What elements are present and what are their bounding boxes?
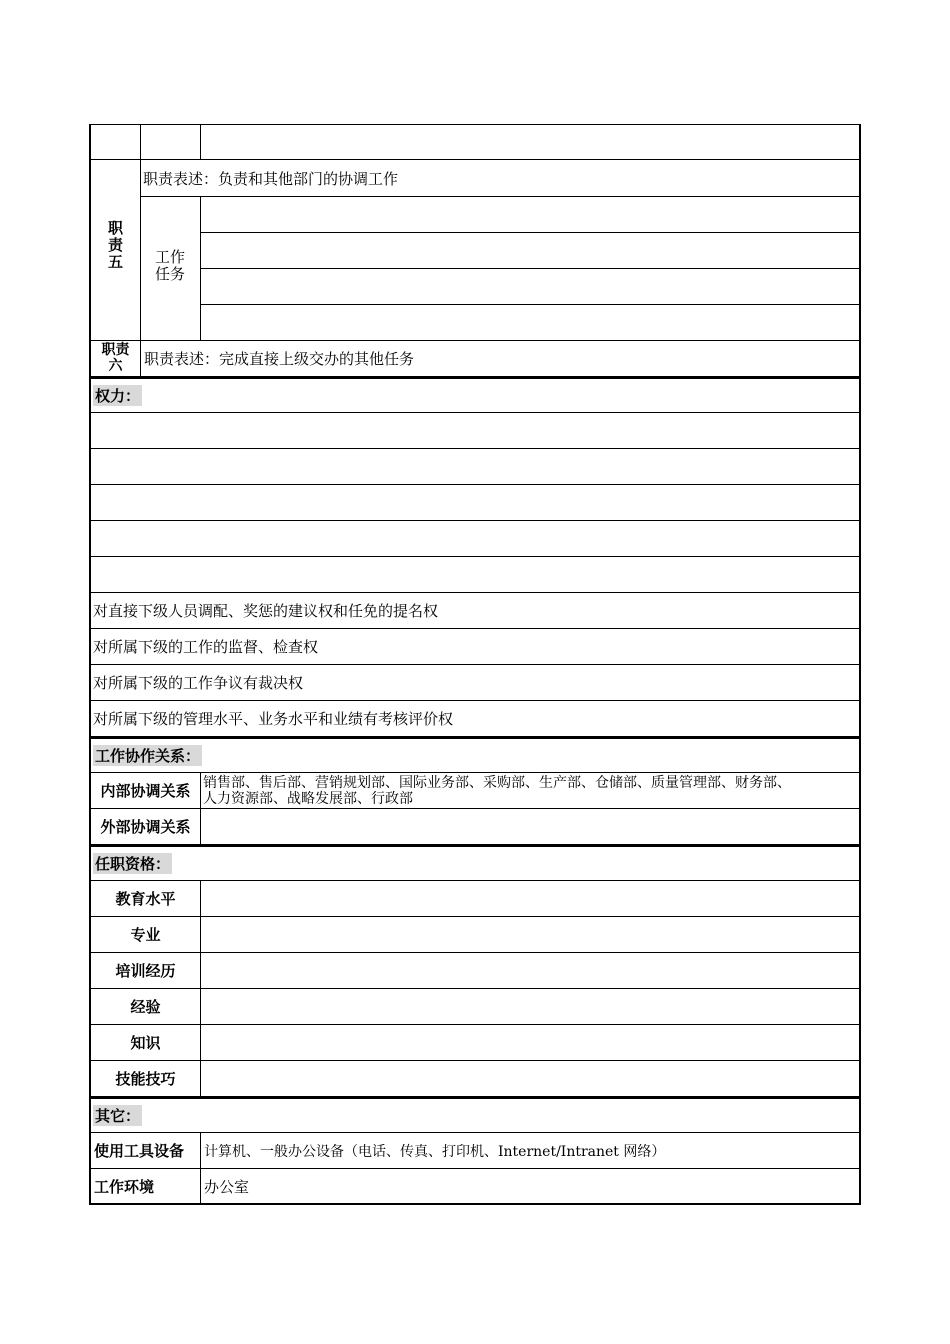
duty-6-label: [91, 342, 140, 374]
qualification-label: 经验: [130, 998, 161, 1016]
duty-6-label-line1: 职责: [101, 342, 130, 358]
job-description-sheet: [89, 124, 861, 1205]
authority-blank-row: [89, 413, 861, 449]
duty-6-row: [89, 341, 861, 377]
duty-5-label-line3: 五: [107, 253, 123, 271]
authority-blank-row: [89, 449, 861, 485]
environment-label: 工作环境: [94, 1177, 155, 1196]
qualification-row: [89, 953, 861, 989]
qualification-row: [89, 1061, 861, 1097]
authority-header-row: [89, 377, 861, 413]
authority-item-row: [89, 593, 861, 629]
qualification-label: 培训经历: [115, 962, 176, 980]
authority-item: 对直接下级人员调配、奖惩的建议权和任免的提名权: [93, 602, 439, 620]
tools-label: 使用工具设备: [94, 1142, 185, 1160]
qualification-label: 知识: [130, 1034, 161, 1052]
internal-coordination-line2: 人力资源部、战略发展部、行政部: [203, 791, 413, 807]
authority-item: 对所属下级的管理水平、业务水平和业绩有考核评价权: [93, 710, 454, 728]
authority-blank-row: [89, 521, 861, 557]
external-coordination-row: [89, 809, 861, 845]
qualification-row: [89, 989, 861, 1025]
internal-coordination-line1: 销售部、售后部、营销规划部、国际业务部、采购部、生产部、仓储部、质量管理部、财务部、: [203, 775, 791, 791]
qualification-label: 教育水平: [115, 890, 176, 908]
authority-item-row: [89, 701, 861, 737]
external-coordination-label: 外部协调关系: [100, 818, 191, 836]
authority-blank-row: [89, 485, 861, 521]
duty-5-label-line1: 职: [107, 219, 123, 237]
authority-header: 权力：: [95, 387, 141, 405]
tools-row: [89, 1133, 861, 1169]
authority-item: 对所属下级的工作争议有裁决权: [93, 674, 304, 692]
qualification-label: 技能技巧: [115, 1070, 176, 1088]
qualification-label: 专业: [130, 926, 161, 944]
qualifications-header-row: [89, 845, 861, 881]
authority-item-row: [89, 665, 861, 701]
authority-item: 对所属下级的工作的监督、检查权: [93, 638, 319, 656]
duty-5-block: [89, 160, 861, 341]
authority-item-row: [89, 629, 861, 665]
other-header-row: [89, 1097, 861, 1133]
duty-5-label: [91, 220, 140, 271]
qualifications-header: 任职资格：: [95, 855, 171, 873]
environment-value: 办公室: [204, 1177, 250, 1196]
duty-5-label-line2: 责: [107, 236, 123, 254]
qualification-row: [89, 1025, 861, 1061]
duty-5-description: 职责表述：负责和其他部门的协调工作: [143, 169, 399, 188]
tools-value: 计算机、一般办公设备（电话、传真、打印机、Internet/Intranet 网络）: [204, 1143, 666, 1160]
internal-coordination-value: [203, 775, 791, 807]
duty-6-description: 职责表述：完成直接上级交办的其他任务: [144, 350, 415, 368]
task-label-line1: 工作: [154, 248, 185, 266]
qualification-row: [89, 917, 861, 953]
authority-blank-row: [89, 557, 861, 593]
task-label: [140, 249, 200, 283]
blank-top-row: [89, 124, 861, 160]
cooperation-header-row: [89, 737, 861, 773]
qualification-row: [89, 881, 861, 917]
duty-6-label-line2: 六: [108, 358, 123, 374]
other-header: 其它：: [95, 1107, 141, 1125]
task-label-line2: 任务: [154, 265, 185, 283]
environment-row: [89, 1169, 861, 1205]
internal-coordination-row: [89, 773, 861, 809]
cooperation-header: 工作协作关系：: [95, 747, 201, 765]
internal-coordination-label: 内部协调关系: [100, 782, 191, 800]
